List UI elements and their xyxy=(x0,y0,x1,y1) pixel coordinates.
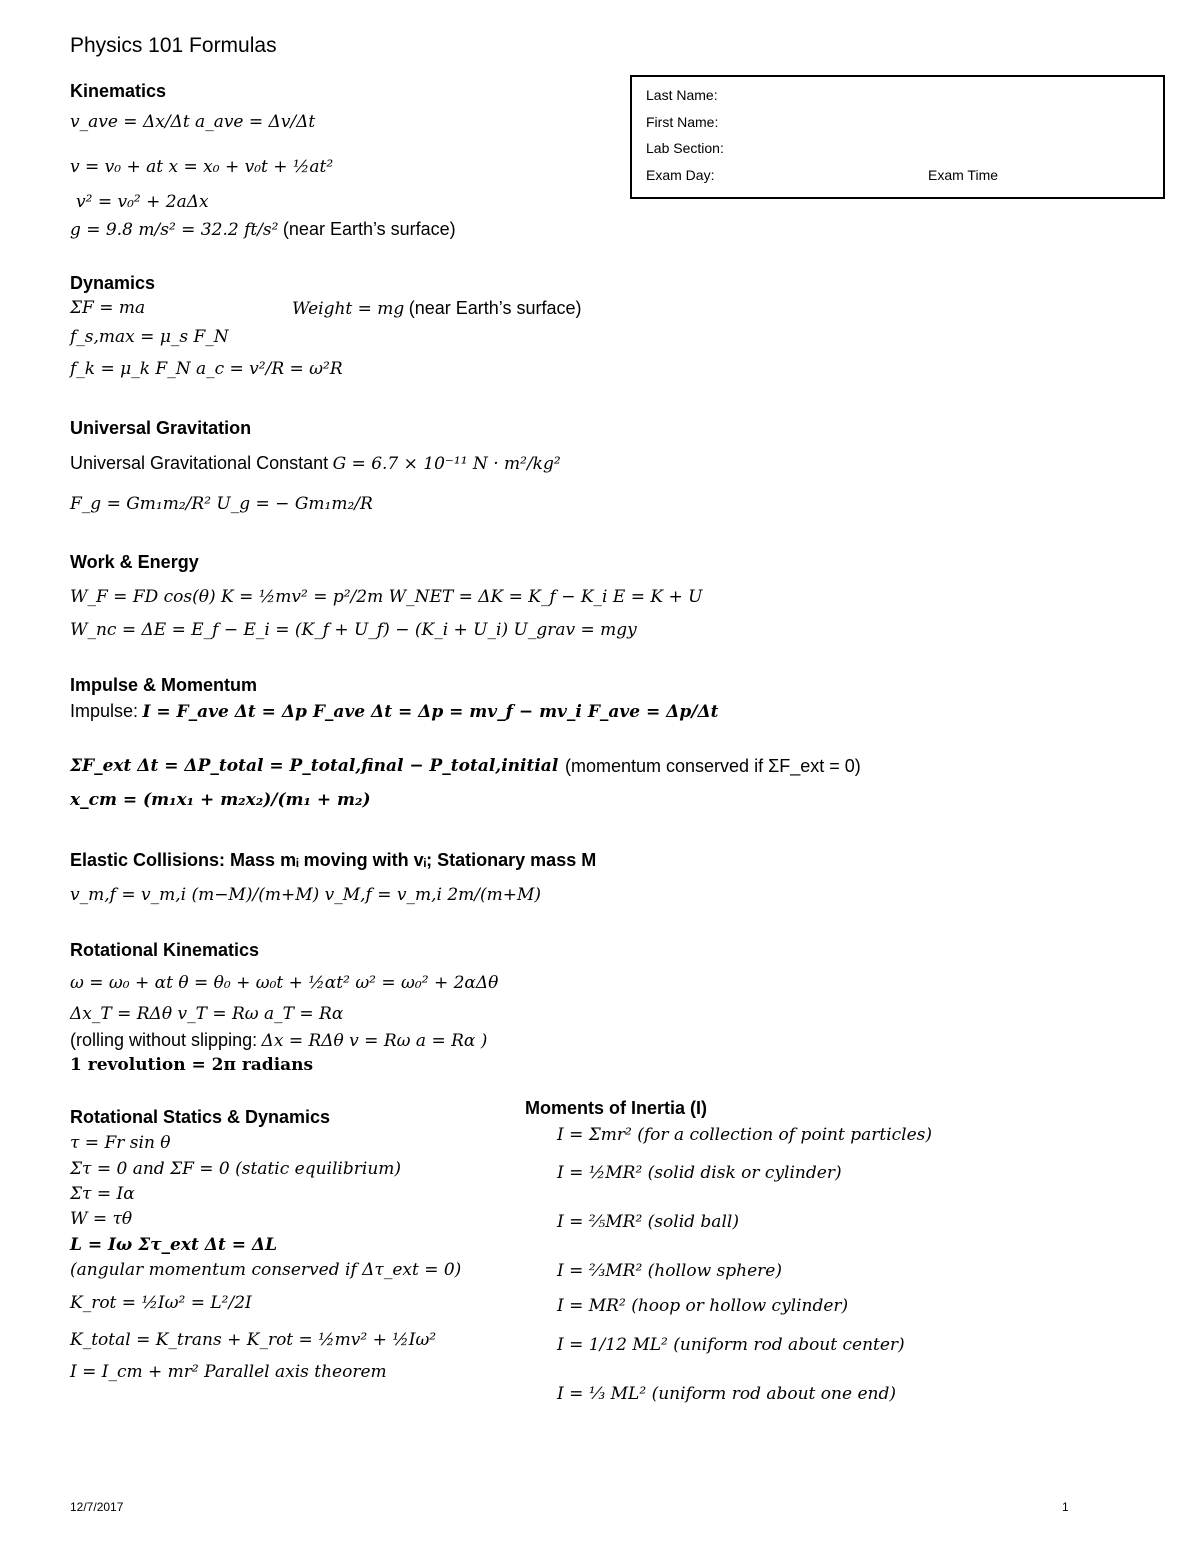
inertia-heading: Moments of Inertia (I) xyxy=(525,1098,708,1118)
page-title: Physics 101 Formulas xyxy=(70,34,277,57)
kinematics-velocity-squared: v² = v₀² + 2aΔx xyxy=(76,192,209,212)
exam-time-label: Exam Time xyxy=(928,167,999,183)
page-number: 1 xyxy=(1062,1500,1069,1514)
parallel-axis-theorem: I = I_cm + mr² Parallel axis theorem xyxy=(70,1362,387,1382)
weight-note: (near Earth’s surface) xyxy=(408,298,582,318)
student-info-box xyxy=(630,75,1165,199)
angular-kinematics: ω = ω₀ + αt θ = θ₀ + ω₀t + ½αt² ω² = ω₀² + 2αΔθ xyxy=(70,973,499,993)
momentum-total: ΣF_ext Δt = ΔP_total = P_total,final − P_total,initial xyxy=(70,756,559,776)
grav-constant-label: Universal Gravitational Constant xyxy=(70,453,329,473)
last-name-label: Last Name: xyxy=(646,87,718,103)
rotational-kinetic-energy: K_rot = ½Iω² = L²/2I xyxy=(70,1293,252,1313)
elastic-collision-velocities: v_m,f = v_m,i (m−M)/(m+M) v_M,f = v_m,i 2m/(m+M) xyxy=(70,885,542,905)
angular-momentum: L = Iω Στ_ext Δt = ΔL xyxy=(70,1235,278,1255)
total-kinetic-energy: K_total = K_trans + K_rot = ½mv² + ½Iω² xyxy=(70,1330,437,1350)
newton-second-law: ΣF = ma xyxy=(70,298,146,318)
torque-angular-accel: Στ = Iα xyxy=(70,1184,135,1204)
footer-date: 12/7/2017 xyxy=(70,1500,124,1514)
inertia-hollow-sphere: I = ⅔MR² (hollow sphere) xyxy=(557,1261,782,1281)
grav-force-potential: F_g = Gm₁m₂/R² U_g = − Gm₁m₂/R xyxy=(70,494,373,514)
work-kinetic-energy: W_F = FD cos(θ) K = ½mv² = p²/2m W_NET = ΔK = K_f − K_i E = K + U xyxy=(70,587,703,607)
grav-constant-value: G = 6.7 × 10⁻¹¹ N · m²/kg² xyxy=(332,454,561,474)
rolling-label: (rolling without slipping: xyxy=(70,1030,258,1050)
gravitation-heading: Universal Gravitation xyxy=(70,418,252,438)
inertia-rod-center: I = 1/12 ML² (uniform rod about center) xyxy=(557,1335,905,1355)
impulse-momentum-heading: Impulse & Momentum xyxy=(70,675,258,695)
inertia-solid-ball: I = ⅖MR² (solid ball) xyxy=(557,1212,739,1232)
static-equilibrium: Στ = 0 and ΣF = 0 (static equilibrium) xyxy=(70,1159,402,1179)
impulse-label: Impulse: xyxy=(70,701,139,721)
rolling-relations: Δx = RΔθ v = Rω a = Rα ) xyxy=(261,1031,488,1051)
kinematics-avg-velocity-accel: v_ave = Δx/Δt a_ave = Δv/Δt xyxy=(70,112,316,132)
inertia-rod-end: I = ⅓ ML² (uniform rod about one end) xyxy=(557,1384,896,1404)
impulse-formulas: I = F_ave Δt = Δp F_ave Δt = Δp = mv_f − mv_i F_ave = Δp/Δt xyxy=(142,702,719,722)
angular-momentum-conserved: (angular momentum conserved if Δτ_ext = 0) xyxy=(70,1260,462,1280)
dynamics-heading: Dynamics xyxy=(70,273,156,293)
static-friction: f_s,max = μ_s F_N xyxy=(70,327,229,347)
kinematics-position-velocity: v = v₀ + at x = x₀ + v₀t + ½at² xyxy=(70,157,334,177)
rotational-work: W = τθ xyxy=(70,1209,133,1229)
inertia-hoop: I = MR² (hoop or hollow cylinder) xyxy=(557,1296,849,1316)
gravity-value: g = 9.8 m/s² = 32.2 ft/s² xyxy=(70,220,279,240)
kinematics-heading: Kinematics xyxy=(70,81,167,101)
torque-formula: τ = Fr sin θ xyxy=(70,1133,171,1153)
nonconservative-work: W_nc = ΔE = E_f − E_i = (K_f + U_f) − (K_i + U_i) U_grav = mgy xyxy=(70,620,637,640)
lab-section-label: Lab Section: xyxy=(646,140,724,156)
weight-formula: Weight = mg xyxy=(292,299,405,319)
revolution-radians: 1 revolution = 2π radians xyxy=(70,1055,314,1075)
rot-kinematics-heading: Rotational Kinematics xyxy=(70,940,260,960)
tangential-relations: Δx_T = RΔθ v_T = Rω a_T = Rα xyxy=(70,1004,344,1024)
elastic-collisions-heading: Elastic Collisions: Mass mᵢ moving with vᵢ; Stationary mass M xyxy=(70,850,597,870)
kinetic-friction-centripetal: f_k = μ_k F_N a_c = v²/R = ω²R xyxy=(70,359,343,379)
center-of-mass: x_cm = (m₁x₁ + m₂x₂)/(m₁ + m₂) xyxy=(70,790,371,810)
inertia-solid-disk: I = ½MR² (solid disk or cylinder) xyxy=(557,1163,842,1183)
work-energy-heading: Work & Energy xyxy=(70,552,199,572)
momentum-conserved-note: (momentum conserved if ΣF_ext = 0) xyxy=(565,756,861,776)
inertia-point-particles: I = Σmr² (for a collection of point particles) xyxy=(557,1125,933,1145)
gravity-note: (near Earth’s surface) xyxy=(282,219,456,239)
rot-dynamics-heading: Rotational Statics & Dynamics xyxy=(70,1107,331,1127)
exam-day-label: Exam Day: xyxy=(646,167,715,183)
first-name-label: First Name: xyxy=(646,114,719,130)
